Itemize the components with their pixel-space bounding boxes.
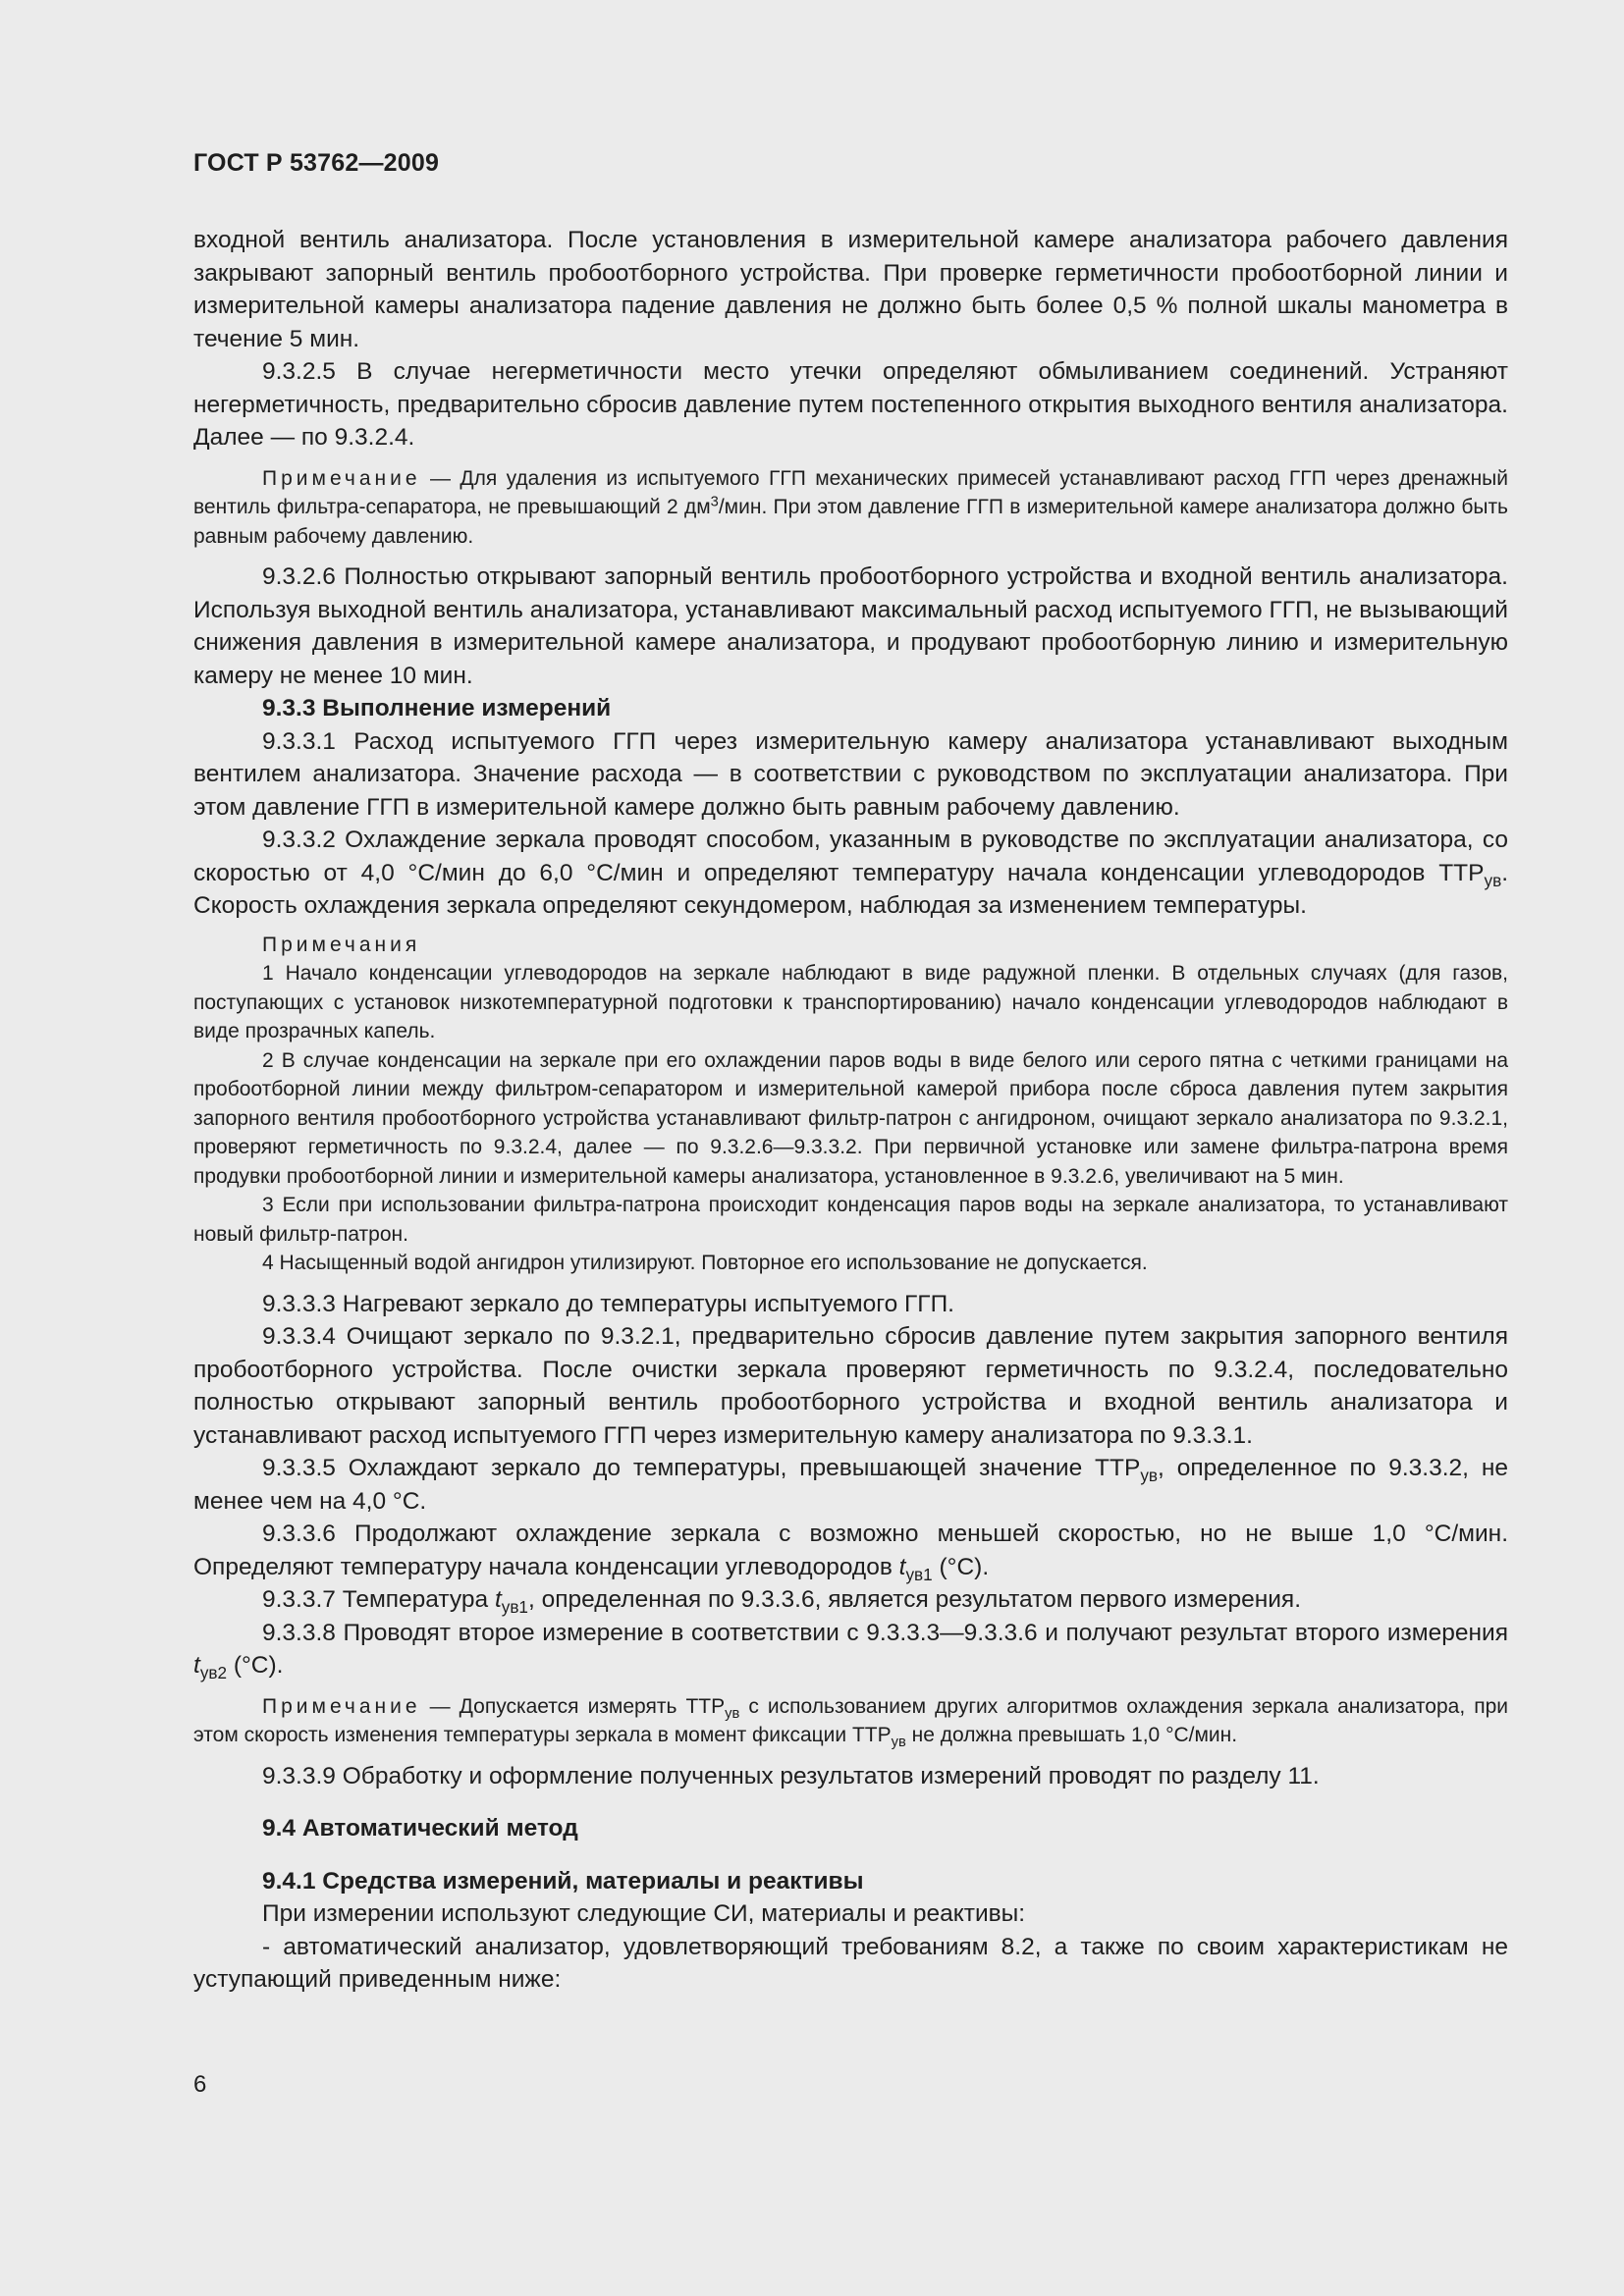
- paragraph-9-3-3-4: 9.3.3.4 Очищают зеркало по 9.3.2.1, предварительно сбросив давление путем закрытия запорного вентиля пробоотборного устройства. После очистки зеркала проверяют герметичность по 9.3.2.4, последовательно полностью открывают запорный вентиль пробоотборного устройства и входной вентиль анализатора и устанавливают расход испытуемого ГГП через измерительную камеру анализатора по 9.3.3.1.: [193, 1323, 1508, 1449]
- paragraph-9-3-3-2: 9.3.3.2 Охлаждение зеркала проводят способом, указанным в руководстве по эксплуатации анализатора, со скоростью от 4,0 °С/мин до 6,0 °С/мин и определяют температуру начала конденсации углеводородов $ТТР_{ув}$. Скорость охлаждения зеркала определяют секундомером, наблюдая за изменением температуры.: [193, 827, 1508, 919]
- paragraph-9-3-3-5: 9.3.3.5 Охлаждают зеркало до температуры, превышающей значение $ТТР_{ув}$, определенное по 9.3.3.2, не менее чем на 4,0 °С.: [193, 1455, 1508, 1515]
- page-number: 6: [193, 2071, 207, 2098]
- section-heading-9-4-1: 9.4.1 Средства измерений, материалы и реактивы: [262, 1867, 864, 1895]
- paragraph-9-3-3-6: 9.3.3.6 Продолжают охлаждение зеркала с возможно меньшей скоростью, но не выше 1,0 °С/мин. Определяют температуру начала конденсации углеводородов $t_{ув1}$ (°С).: [193, 1521, 1508, 1584]
- paragraph-9-3-3-3: 9.3.3.3 Нагревают зеркало до температуры испытуемого ГГП.: [262, 1290, 954, 1317]
- note-item-3: 3 Если при использовании фильтра-патрона происходит конденсация паров воды на зеркале анализатора, то устанавливают новый фильтр-патрон.: [193, 1194, 1508, 1246]
- paragraph-9-3-3-8: 9.3.3.8 Проводят второе измерение в соответствии с 9.3.3.3—9.3.3.6 и получают результат второго измерения $t_{ув2}$ (°С).: [193, 1619, 1508, 1682]
- document-body: [193, 224, 1508, 1997]
- note-label: Примечание: [262, 1694, 421, 1718]
- notes-label: Примечания: [262, 933, 421, 956]
- note: Примечание — Допускается измерять $ТТР_{ув}$ с использованием других алгоритмов охлаждения зеркала анализатора, при этом скорость изменения температуры зеркала в момент фиксации $ТТР_{ув}$ не должна превышать 1,0 °С/мин.: [193, 1694, 1508, 1751]
- note-item-4: 4 Насыщенный водой ангидрон утилизируют. Повторное его использование не допускается.: [262, 1252, 1148, 1274]
- note-item-1: 1 Начало конденсации углеводородов на зеркале наблюдают в виде радужной пленки. В отдельных случаях (для газов, поступающих с установок низкотемпературной подготовки к транспортированию) начало конденсации углеводородов наблюдают в виде прозрачных капель.: [193, 962, 1508, 1042]
- note: Примечание — Для удаления из испытуемого ГГП механических примесей устанавливают расход ГГП через дренажный вентиль фильтра-сепаратора, не превышающий 2 $дм^3$/мин. При этом давление ГГП в измерительной камере анализатора должно быть равным рабочему давлению.: [193, 466, 1509, 548]
- paragraph: входной вентиль анализатора. После установления в измерительной камере анализатора рабочего давления закрывают запорный вентиль пробоотборного устройства. При проверке герметичности пробоотборной линии и измерительной камеры анализатора падение давления не должно быть более 0,5 % полной шкалы манометра в течение 5 мин.: [193, 227, 1508, 352]
- paragraph-9-3-2-6: 9.3.2.6 Полностью открывают запорный вентиль пробоотборного устройства и входной вентиль анализатора. Используя выходной вентиль анализатора, устанавливают максимальный расход испытуемого ГГП, не вызывающий снижения давления в измерительной камере анализатора, и продувают пробоотборную линию и измерительную камеру не менее 10 мин.: [193, 563, 1508, 689]
- note-item-2: 2 В случае конденсации на зеркале при его охлаждении паров воды в виде белого или серого пятна с четкими границами на пробоотборной линии между фильтром-сепаратором и измерительной камерой прибора после сброса давления путем закрытия запорного вентиля пробоотборного устройства устанавливают фильтр-патрон с ангидроном, очищают зеркало анализатора по 9.3.2.1, проверяют герметичность по 9.3.2.4, далее — по 9.3.2.6—9.3.3.2. При первичной установке или замене фильтра-патрона время продувки пробоотборной линии и измерительной камеры анализатора, установленное в 9.3.2.6, увеличивают на 5 мин.: [193, 1048, 1508, 1188]
- paragraph-9-3-3-9: 9.3.3.9 Обработку и оформление полученных результатов измерений проводят по разделу 11.: [262, 1762, 1320, 1789]
- section-heading-9-4: 9.4 Автоматический метод: [262, 1815, 578, 1842]
- notes-block: [193, 931, 1508, 1278]
- paragraph-9-3-3-1: 9.3.3.1 Расход испытуемого ГГП через измерительную камеру анализатора устанавливают выходным вентилем анализатора. Значение расхода — в соответствии с руководством по эксплуатации анализатора. При этом давление ГГП в измерительной камере должно быть равным рабочему давлению.: [193, 727, 1508, 821]
- paragraph-9-3-2-5: 9.3.2.5 В случае негерметичности место утечки определяют обмыливанием соединений. Устраняют негерметичность, предварительно сбросив давление путем постепенного открытия выходного вентиля анализатора. Далее — по 9.3.2.4.: [193, 358, 1508, 451]
- section-heading-9-3-3: 9.3.3 Выполнение измерений: [262, 695, 612, 721]
- note-label: Примечание: [262, 466, 421, 490]
- paragraph-9-3-3-7: 9.3.3.7 Температура $t_{ув1}$, определенная по 9.3.3.6, является результатом первого измерения.: [262, 1586, 1302, 1617]
- list-item: - автоматический анализатор, удовлетворяющий требованиям 8.2, а также по своим характеристикам не уступающий приведенным ниже:: [193, 1933, 1508, 1993]
- paragraph: При измерении используют следующие СИ, материалы и реактивы:: [262, 1900, 1026, 1927]
- document-header: ГОСТ Р 53762—2009: [193, 149, 440, 177]
